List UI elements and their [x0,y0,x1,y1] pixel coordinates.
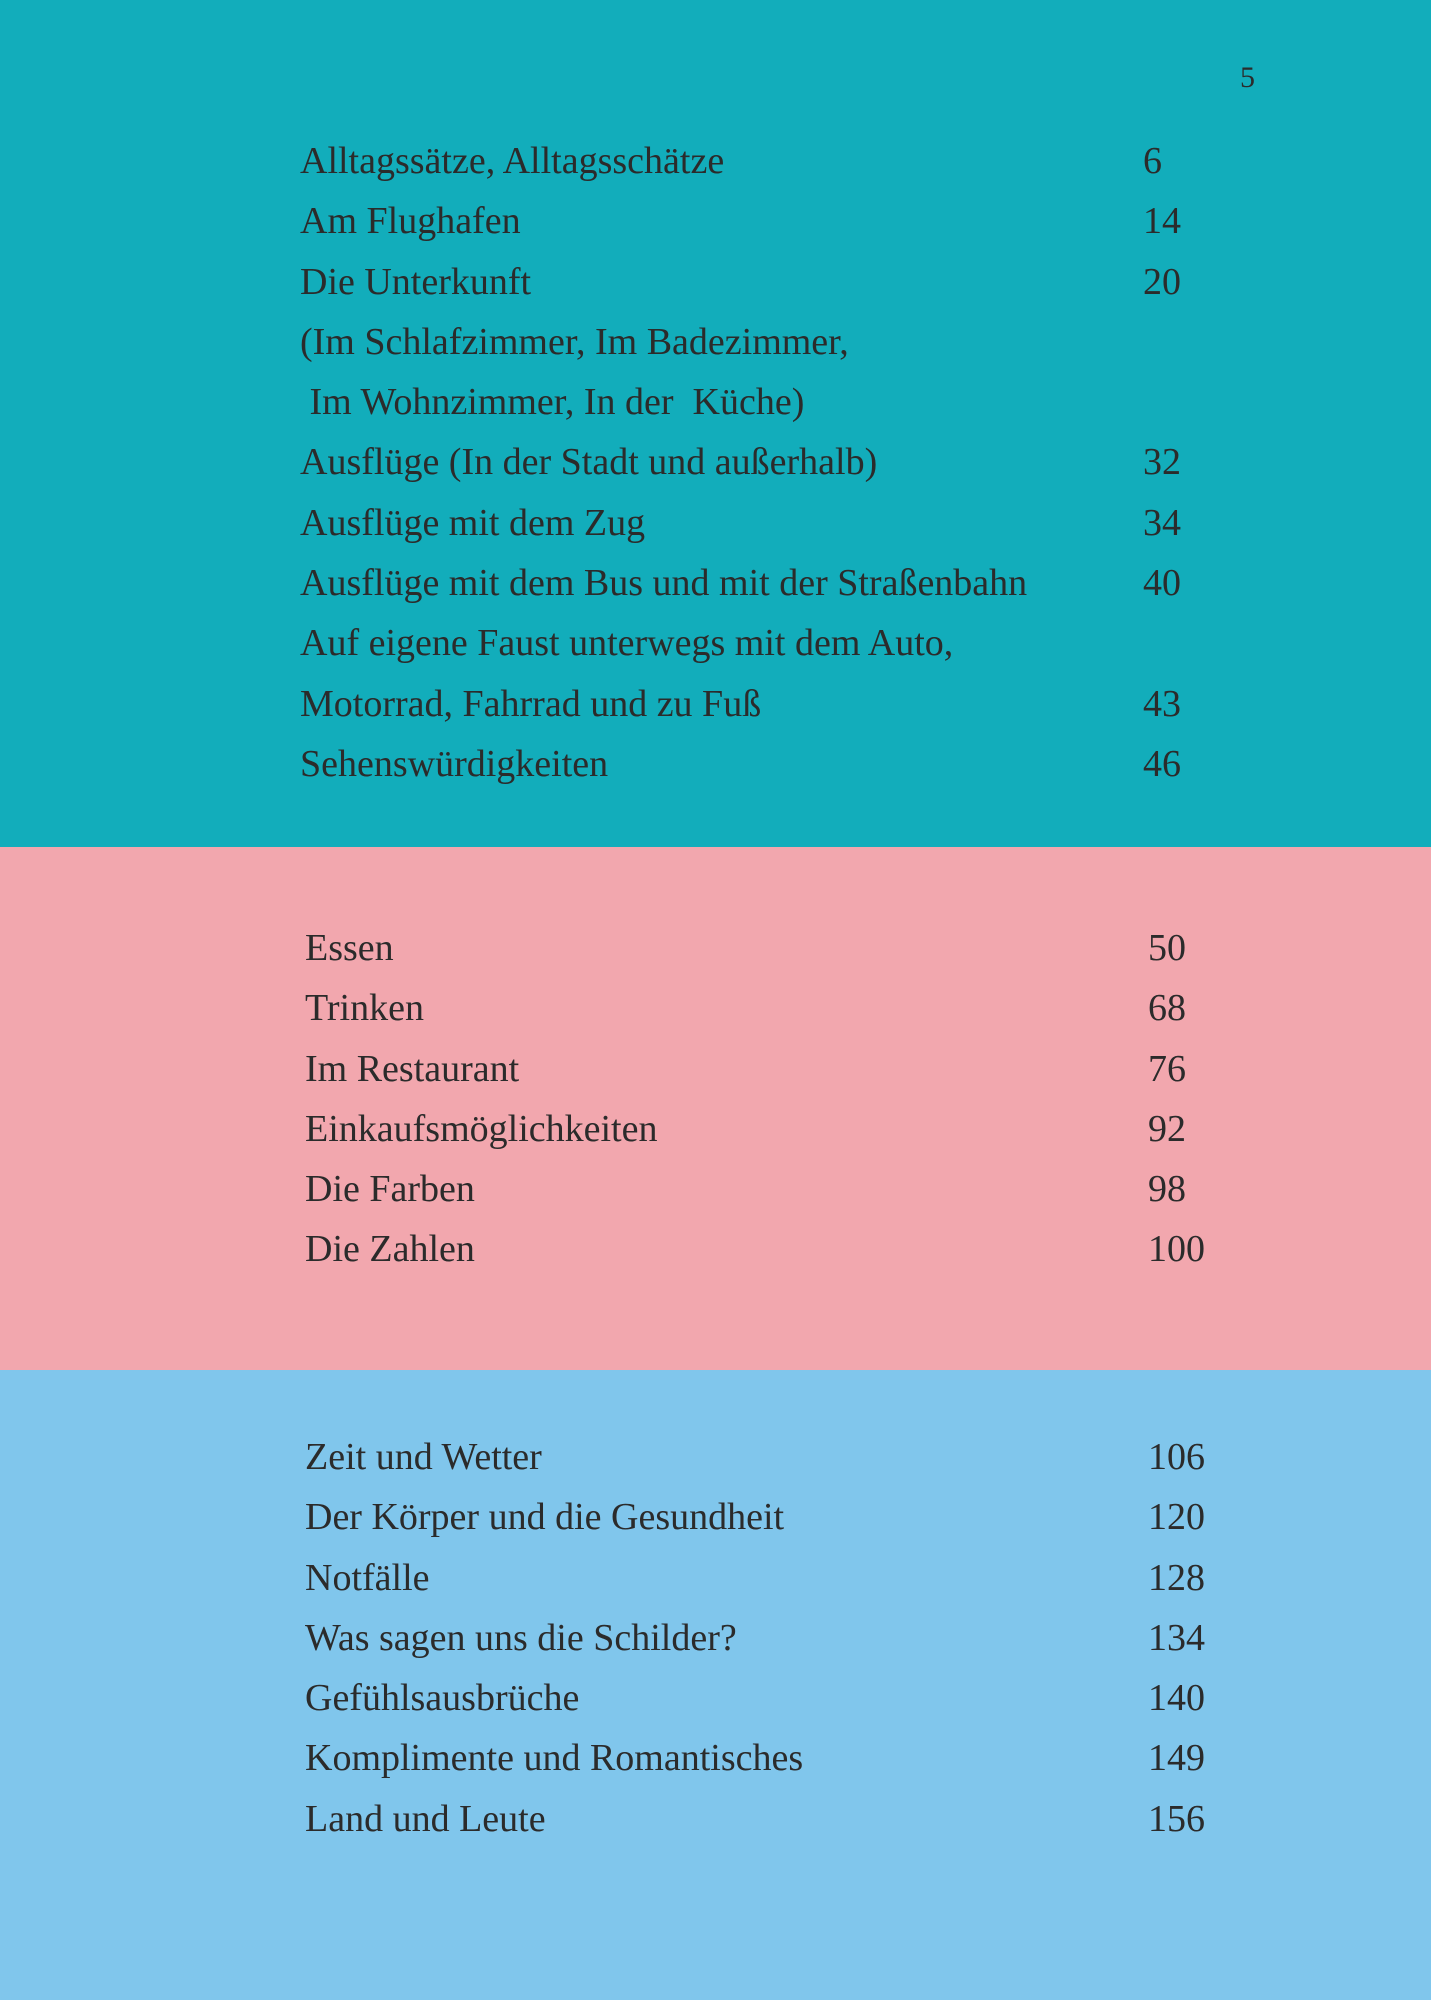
toc-entry-page-number: 68 [1148,987,1186,1030]
toc-entry [300,613,1240,673]
toc-entry-page-number: 128 [1148,1556,1205,1599]
toc-entry [300,131,1240,191]
toc-entry-page-number: 34 [1143,501,1181,544]
toc-entry [300,674,1240,734]
toc-entry-title: Die Unterkunft [300,260,532,303]
toc-entry [300,252,1240,312]
toc-entry [300,372,1240,432]
toc-entry-page-number: 98 [1148,1168,1186,1211]
toc-entry-page-number: 134 [1148,1616,1205,1659]
toc-entry [300,191,1240,251]
toc-entry-title: Gefühlsausbrüche [305,1677,580,1720]
toc-section-travel [300,131,1240,794]
toc-entry-page-number: 149 [1148,1737,1205,1780]
toc-entry-title: Ausflüge mit dem Bus und mit der Straßenbahn [300,562,1028,605]
toc-entry-page-number: 106 [1148,1436,1205,1478]
toc-entry-title: Am Flughafen [300,200,521,243]
toc-entry-title: Alltagssätze, Alltagsschätze [300,140,725,182]
toc-entry [305,918,1245,978]
toc-entry-title: Die Farben [305,1168,475,1211]
toc-entry-title: Im Wohnzimmer, In der Küche) [300,381,805,424]
toc-entry [305,1487,1245,1547]
toc-entry-title: Der Körper und die Gesundheit [305,1496,785,1539]
toc-entry-title: (Im Schlafzimmer, Im Badezimmer, [300,320,849,363]
toc-entry [305,1668,1245,1728]
toc-entry [305,1099,1245,1159]
toc-entry-title: Ausflüge (In der Stadt und außerhalb) [300,441,878,484]
toc-entry-page-number: 50 [1148,927,1186,969]
page-number: 5 [1240,61,1255,94]
toc-entry-title: Motorrad, Fahrrad und zu Fuß [300,682,762,725]
toc-entry-title: Ausflüge mit dem Zug [300,501,646,544]
toc-entry [300,734,1240,794]
toc-entry-page-number: 32 [1143,441,1181,484]
toc-entry-title: Komplimente und Romantisches [305,1737,804,1780]
toc-entry [305,978,1245,1038]
toc-entry [305,1219,1245,1279]
toc-entry [300,493,1240,553]
toc-entry-page-number: 76 [1148,1047,1186,1090]
toc-entry [305,1427,1245,1487]
toc-entry-page-number: 6 [1143,140,1162,182]
toc-entry-title: Auf eigene Faust unterwegs mit dem Auto, [300,622,954,665]
toc-entry-page-number: 92 [1148,1107,1186,1150]
toc-entry [300,312,1240,372]
toc-entry-title: Land und Leute [305,1797,546,1840]
toc-entry-title: Was sagen uns die Schilder? [305,1616,737,1659]
toc-entry [305,1789,1245,1849]
toc-section-food [305,918,1245,1280]
toc-entry [305,1728,1245,1788]
toc-entry-page-number: 140 [1148,1677,1205,1720]
toc-entry [305,1608,1245,1668]
toc-entry-title: Einkaufsmöglichkeiten [305,1107,658,1150]
toc-entry-page-number: 46 [1143,742,1181,785]
toc-entry-title: Essen [305,927,394,969]
toc-entry-page-number: 120 [1148,1496,1205,1539]
toc-entry-title: Zeit und Wetter [305,1436,542,1478]
toc-entry-page-number: 100 [1148,1228,1205,1271]
toc-entry-title: Im Restaurant [305,1047,520,1090]
toc-entry [305,1548,1245,1608]
toc-section-misc [305,1427,1245,1849]
toc-entry-page-number: 20 [1143,260,1181,303]
toc-entry [300,553,1240,613]
toc-entry-title: Notfälle [305,1556,430,1599]
toc-entry [305,1039,1245,1099]
toc-entry-title: Sehenswürdigkeiten [300,742,609,785]
toc-entry [300,432,1240,492]
toc-entry-title: Trinken [305,987,424,1030]
toc-entry-page-number: 156 [1148,1797,1205,1840]
toc-entry-page-number: 14 [1143,200,1181,243]
toc-entry-title: Die Zahlen [305,1228,475,1271]
toc-entry-page-number: 40 [1143,562,1181,605]
toc-entry [305,1159,1245,1219]
toc-entry-page-number: 43 [1143,682,1181,725]
